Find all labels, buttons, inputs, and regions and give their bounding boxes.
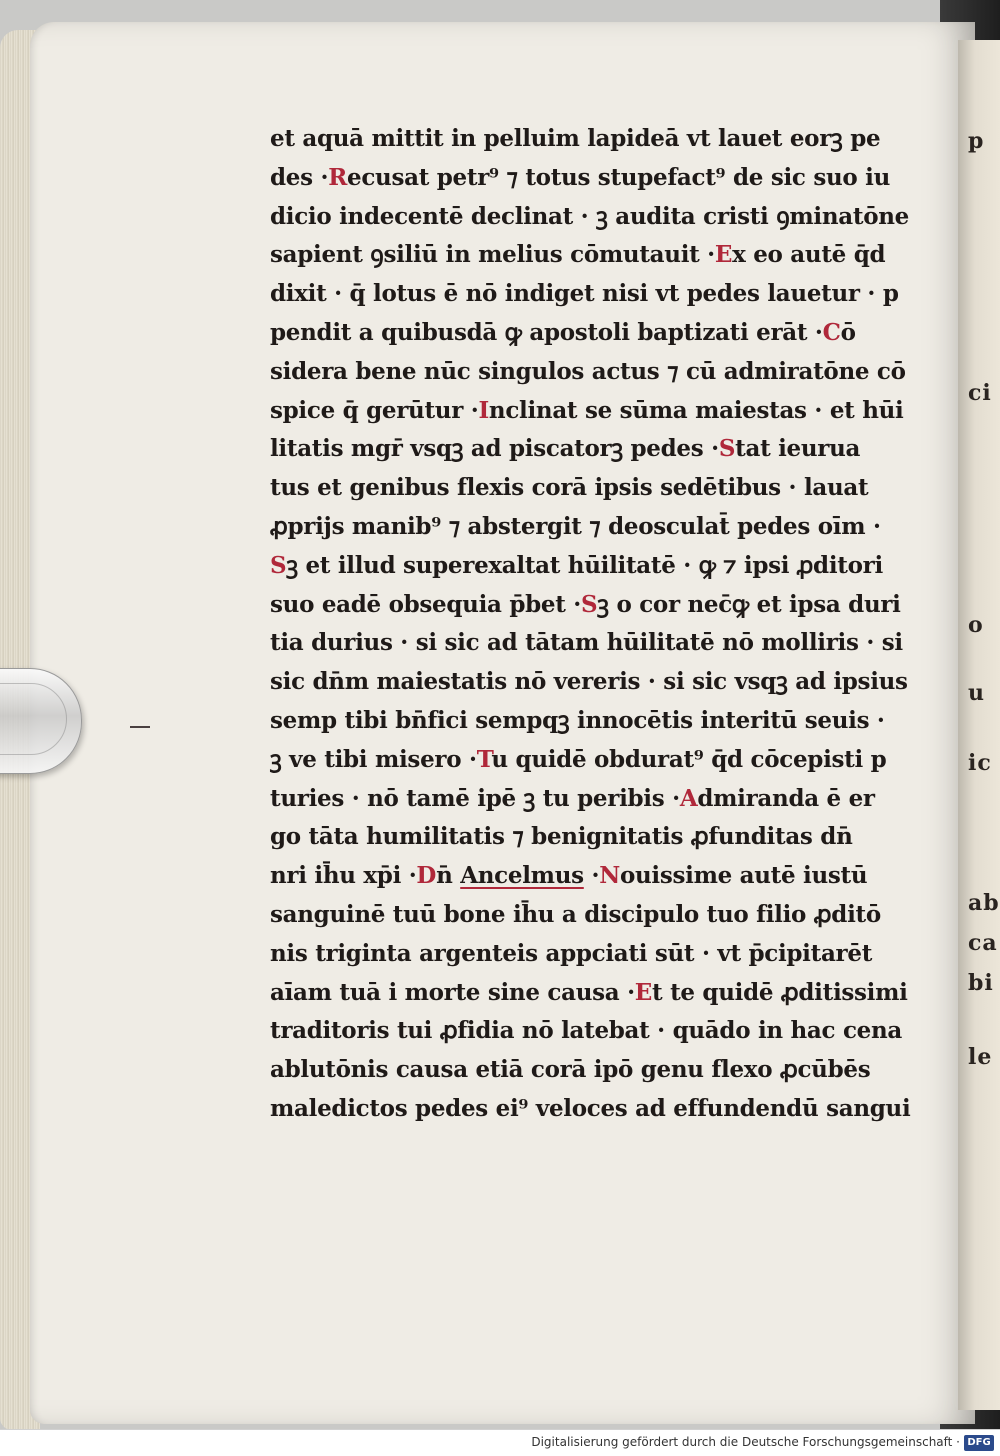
text-line <box>270 547 882 586</box>
text-line <box>270 663 908 702</box>
text-segment: tia durius · si sic ad tātam hūilitatē nō molliris · si <box>270 629 903 657</box>
text-segment: nclinat se sūma maiestas · et hūi <box>488 396 904 424</box>
text-segment: n̄ <box>436 862 461 890</box>
text-line <box>270 1051 882 1090</box>
text-line <box>270 314 882 353</box>
text-segment: dixit · q̄ lotus ē nō indiget nisi vt pedes lauetur · p <box>270 280 899 308</box>
rubric-initial: R <box>328 163 348 191</box>
text-segment: ecusat petr⁹ ⁊ totus stupefact⁹ de sic suo iu <box>347 163 891 191</box>
text-segment: sanguinē tuū bone ih̄u a discipulo tuo filio ꝓditō <box>270 900 881 928</box>
footer-credit: Digitalisierung gefördert durch die Deutsche Forschungsgemeinschaft · <box>531 1435 960 1449</box>
text-segment: suo eadē obsequia p̄bet · <box>270 590 581 618</box>
text-segment: tus et genibus flexis corā ipsis sedētibus · lauat <box>270 474 869 502</box>
text-segment: dicio indecentē declinat · ꝫ audita cristi ꝯminatōne <box>270 202 910 230</box>
text-segment: x eo autē q̄d <box>732 241 886 269</box>
rubric-initial: E <box>714 241 733 269</box>
text-segment: des · <box>270 163 329 191</box>
next-page-fragment: ca <box>968 930 998 956</box>
text-line <box>270 430 882 469</box>
next-page-fragment: bi <box>968 970 994 996</box>
text-line <box>270 741 887 780</box>
text-segment: traditoris tui ꝓfidia nō latebat · quādo in hac cena <box>270 1017 903 1045</box>
text-line <box>270 469 882 508</box>
next-page-fragment: ab <box>968 890 1000 916</box>
next-page-fragment: o <box>968 612 984 638</box>
text-segment: semp tibi bn̄fici sempqꝫ innocētis interitū seuis · <box>270 706 885 734</box>
text-line <box>270 236 886 275</box>
text-segment: sidera bene nūc singulos actus ⁊ cū admiratōne cō <box>270 357 906 385</box>
text-line <box>270 159 891 198</box>
text-line <box>270 702 885 741</box>
text-segment: ouissime autē iustū <box>619 862 868 890</box>
margin-mark <box>130 726 150 728</box>
rubric-initial: S <box>718 435 736 463</box>
text-segment: litatis mgr̄ vsqꝫ ad piscatorꝫ pedes · <box>270 435 719 463</box>
dfg-logo[interactable]: DFG <box>964 1435 994 1451</box>
text-segment: dmiranda ē er <box>697 784 875 812</box>
text-line <box>270 120 882 159</box>
text-segment: ꝫ ve tibi misero · <box>270 745 477 773</box>
text-segment: nri ih̄u xp̄i · <box>270 862 417 890</box>
text-line <box>270 780 882 819</box>
text-line <box>270 392 904 431</box>
rubric-initial: D <box>416 862 437 890</box>
next-page-fragment: ci <box>968 380 992 406</box>
text-segment: pendit a quibusdā ꝙ apostoli baptizati erāt · <box>270 318 823 346</box>
text-segment: Ancelmus <box>460 862 584 890</box>
text-line <box>270 275 899 314</box>
next-page-fragment: u <box>968 680 985 706</box>
text-segment: u quidē obdurat⁹ q̄d cōcepisti p <box>491 745 887 773</box>
text-segment: tat ieurua <box>735 435 861 463</box>
rubric-initial: S <box>580 590 598 618</box>
next-page-fragment: p <box>968 128 985 154</box>
next-page-fragment: le <box>968 1044 993 1070</box>
rubric-initial: E <box>634 978 653 1006</box>
text-segment: maledictos pedes ei⁹ veloces ad effundendū sangui <box>270 1094 911 1122</box>
text-segment: t te quidē ꝓditissimi <box>652 978 908 1006</box>
text-segment: spice q̄ gerūtur · <box>270 396 479 424</box>
footer-bar <box>0 1429 1000 1456</box>
text-line <box>270 857 882 896</box>
text-block <box>270 120 911 1129</box>
next-page-fragment: ic <box>968 750 992 776</box>
text-line <box>270 935 882 974</box>
text-line <box>270 353 906 392</box>
text-segment: sapient ꝯsiliū in melius cōmutauit · <box>270 241 715 269</box>
rubric-initial: C <box>822 318 841 346</box>
text-line <box>270 198 910 237</box>
text-segment: ꝫ et illud superexaltat hūilitatē · ꝙ ⁊ ipsi ꝓditori <box>286 551 883 579</box>
rubric-initial: I <box>478 396 489 424</box>
rubric-initial: T <box>476 745 492 773</box>
text-line <box>270 896 882 935</box>
text-line <box>270 1090 911 1129</box>
text-segment: ꝫ o cor nec̄ꝙ et ipsa duri <box>597 590 901 618</box>
rubric-initial: A <box>679 784 698 812</box>
rubric-initial: S <box>270 551 287 579</box>
text-segment: aīam tuā i morte sine causa · <box>270 978 635 1006</box>
text-line <box>270 508 882 547</box>
text-segment: et aquā mittit in pelluim lapideā vt lauet eorꝫ pe <box>270 125 881 152</box>
text-segment: nis triginta argenteis appciati sūt · vt p̄cipitarēt <box>270 939 873 967</box>
text-segment: go tāta humilitatis ⁊ benignitatis ꝓfunditas dn̄ <box>270 823 853 851</box>
text-segment: ō <box>840 318 856 346</box>
text-segment: ꝓprijs manib⁹ ⁊ abstergit ⁊ deosculat̄ pedes oīm · <box>270 512 881 540</box>
next-page-sliver <box>958 40 1000 1410</box>
text-segment: sic dn̄m maiestatis nō vereris · si sic vsqꝫ ad ipsius <box>270 668 908 696</box>
text-line <box>270 818 882 857</box>
text-line <box>270 624 903 663</box>
text-segment: · <box>583 862 600 890</box>
text-segment: turies · nō tamē ipē ꝫ tu peribis · <box>270 784 680 812</box>
text-line <box>270 586 901 625</box>
rubric-initial: N <box>599 862 620 890</box>
text-segment: ablutōnis causa etiā corā ipō genu flexo ꝓcūbēs <box>270 1056 871 1084</box>
text-line <box>270 1012 903 1051</box>
text-line <box>270 974 908 1013</box>
